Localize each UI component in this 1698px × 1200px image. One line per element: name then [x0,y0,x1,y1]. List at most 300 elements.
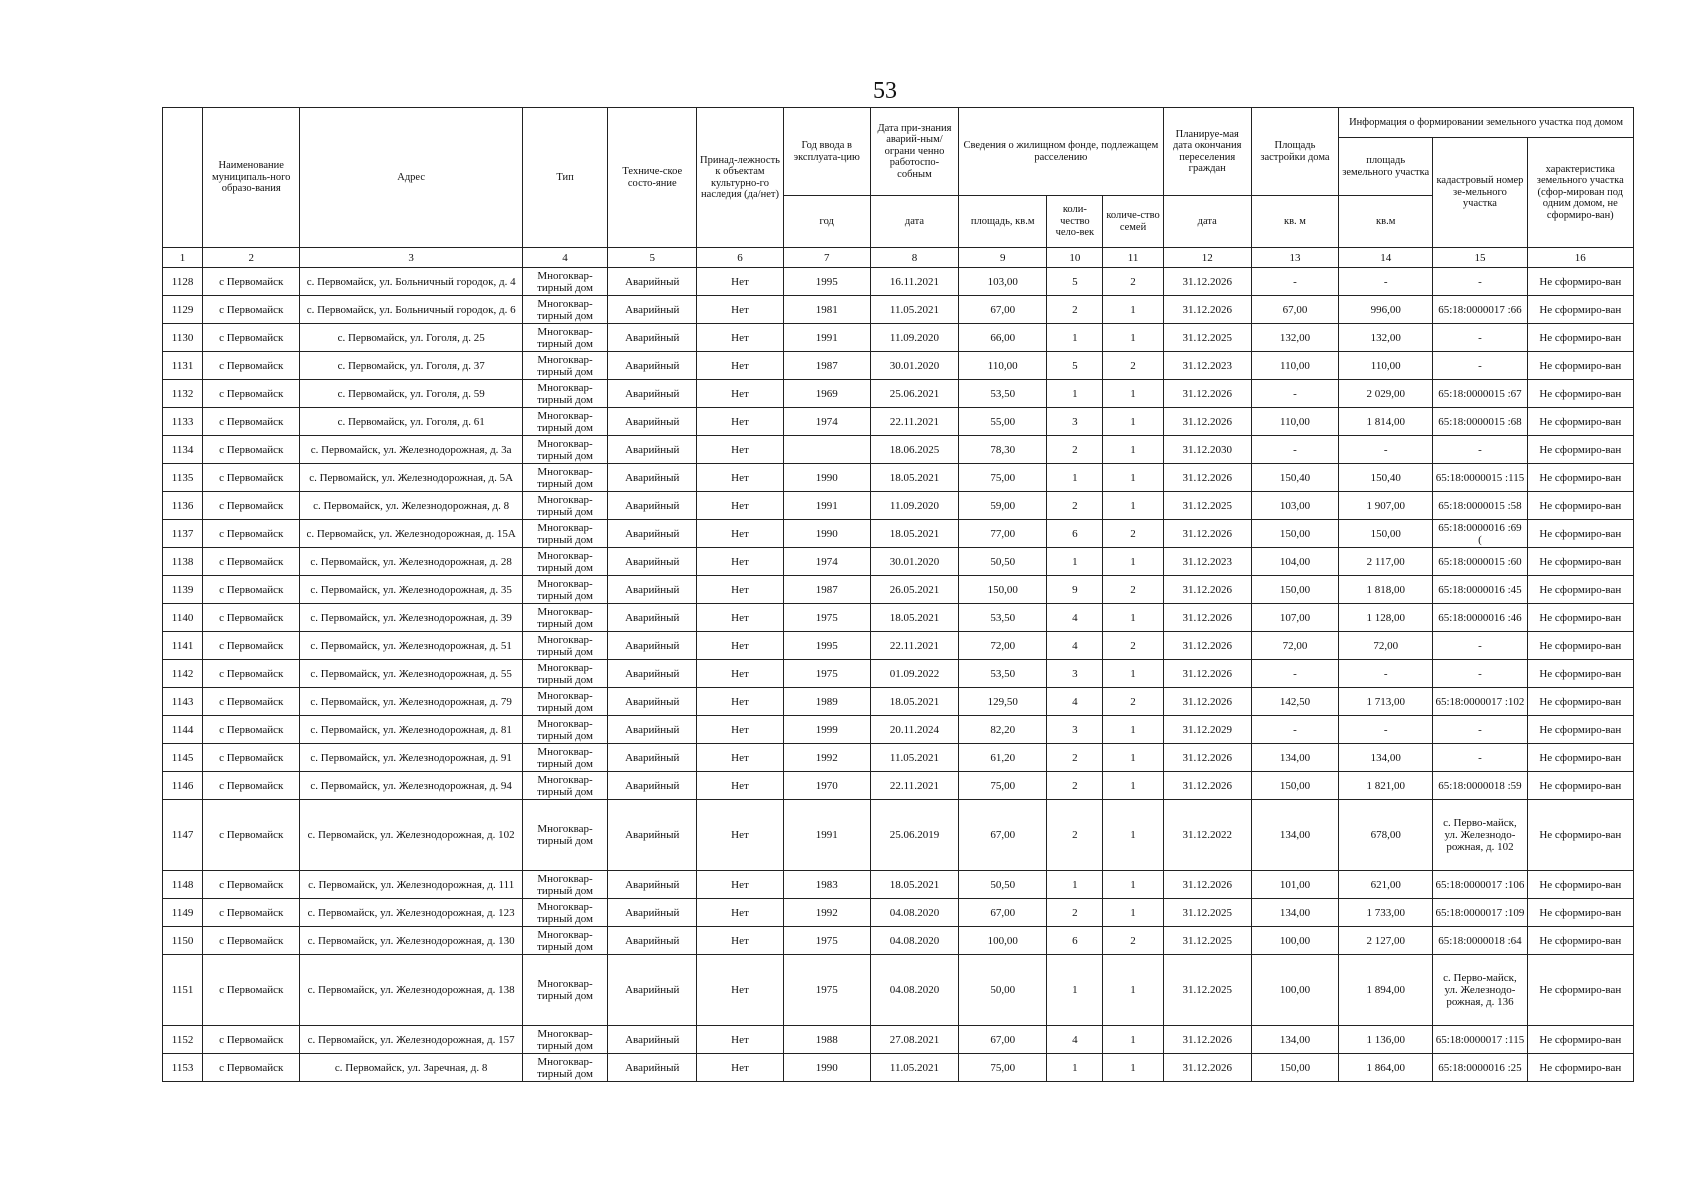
land-area-cell: 2 127,00 [1339,927,1433,955]
header-rownum [163,108,203,248]
family-count-cell: 1 [1103,380,1163,408]
land-area-cell: 678,00 [1339,800,1433,871]
cadastral-number-cell: 65:18:0000017 :106 [1433,871,1527,899]
relocation-date-cell: 31.12.2025 [1163,955,1251,1026]
cadastral-number-cell: - [1433,436,1527,464]
relocation-date-cell: 31.12.2026 [1163,1026,1251,1054]
land-area-cell: - [1339,660,1433,688]
land-area-cell: 1 907,00 [1339,492,1433,520]
commission-year-cell: 1995 [783,632,870,660]
type-cell: Многоквар-тирный дом [522,352,607,380]
address-cell: с. Первомайск, ул. Железнодорожная, д. 111 [300,871,523,899]
building-area-cell: 150,00 [1251,576,1338,604]
type-cell: Многоквар-тирный дом [522,380,607,408]
subheader-land-unit: кв.м [1339,196,1433,248]
building-area-cell: - [1251,716,1338,744]
municipality-cell: с Первомайск [203,688,300,716]
row-number: 1146 [163,772,203,800]
emergency-date-cell: 25.06.2019 [870,800,958,871]
people-count-cell: 5 [1047,268,1103,296]
row-number: 1135 [163,464,203,492]
emergency-date-cell: 18.05.2021 [870,688,958,716]
subheader-area: площадь, кв.м [959,196,1047,248]
relocation-date-cell: 31.12.2026 [1163,744,1251,772]
subheader-building-unit: кв. м [1251,196,1338,248]
table-row [163,688,1634,716]
table-row [163,604,1634,632]
column-number: 9 [959,248,1047,268]
address-cell: с. Первомайск, ул. Железнодорожная, д. 28 [300,548,523,576]
table-row [163,632,1634,660]
emergency-date-cell: 30.01.2020 [870,548,958,576]
relocation-date-cell: 31.12.2023 [1163,548,1251,576]
family-count-cell: 1 [1103,744,1163,772]
building-area-cell: - [1251,660,1338,688]
municipality-cell: с Первомайск [203,576,300,604]
area-cell: 53,50 [959,380,1047,408]
building-area-cell: 110,00 [1251,352,1338,380]
column-number: 1 [163,248,203,268]
table-row [163,772,1634,800]
land-characteristic-cell: Не сформиро-ван [1527,548,1633,576]
cadastral-number-cell: 65:18:0000016 :46 [1433,604,1527,632]
municipality-cell: с Первомайск [203,772,300,800]
land-characteristic-cell: Не сформиро-ван [1527,380,1633,408]
commission-year-cell: 1983 [783,871,870,899]
land-characteristic-cell: Не сформиро-ван [1527,688,1633,716]
emergency-date-cell: 27.08.2021 [870,1026,958,1054]
land-area-cell: 1 136,00 [1339,1026,1433,1054]
page-number: 53 [873,78,897,104]
address-cell: с. Первомайск, ул. Гоголя, д. 61 [300,408,523,436]
heritage-cell: Нет [697,716,783,744]
people-count-cell: 1 [1047,1054,1103,1082]
area-cell: 103,00 [959,268,1047,296]
land-characteristic-cell: Не сформиро-ван [1527,576,1633,604]
row-number: 1148 [163,871,203,899]
area-cell: 78,30 [959,436,1047,464]
area-cell: 75,00 [959,464,1047,492]
condition-cell: Аварийный [608,660,697,688]
land-characteristic-cell: Не сформиро-ван [1527,772,1633,800]
table-row [163,548,1634,576]
area-cell: 67,00 [959,800,1047,871]
row-number: 1143 [163,688,203,716]
row-number: 1150 [163,927,203,955]
land-area-cell: 134,00 [1339,744,1433,772]
relocation-date-cell: 31.12.2025 [1163,492,1251,520]
row-number: 1145 [163,744,203,772]
municipality-cell: с Первомайск [203,927,300,955]
type-cell: Многоквар-тирный дом [522,604,607,632]
condition-cell: Аварийный [608,576,697,604]
municipality-cell: с Первомайск [203,1026,300,1054]
land-characteristic-cell: Не сформиро-ван [1527,800,1633,871]
type-cell: Многоквар-тирный дом [522,772,607,800]
header-type: Тип [522,108,607,248]
address-cell: с. Первомайск, ул. Железнодорожная, д. 138 [300,955,523,1026]
area-cell: 67,00 [959,296,1047,324]
condition-cell: Аварийный [608,268,697,296]
people-count-cell: 2 [1047,296,1103,324]
commission-year-cell [783,436,870,464]
condition-cell: Аварийный [608,520,697,548]
people-count-cell: 2 [1047,744,1103,772]
municipality-cell: с Первомайск [203,520,300,548]
table-row [163,744,1634,772]
commission-year-cell: 1991 [783,492,870,520]
type-cell: Многоквар-тирный дом [522,492,607,520]
relocation-date-cell: 31.12.2026 [1163,380,1251,408]
building-area-cell: 100,00 [1251,927,1338,955]
family-count-cell: 2 [1103,352,1163,380]
commission-year-cell: 1974 [783,408,870,436]
commission-year-cell: 1990 [783,1054,870,1082]
municipality-cell: с Первомайск [203,800,300,871]
cadastral-number-cell: - [1433,324,1527,352]
relocation-date-cell: 31.12.2029 [1163,716,1251,744]
land-characteristic-cell: Не сформиро-ван [1527,464,1633,492]
municipality-cell: с Первомайск [203,632,300,660]
emergency-date-cell: 18.05.2021 [870,464,958,492]
row-number: 1141 [163,632,203,660]
land-area-cell: 132,00 [1339,324,1433,352]
address-cell: с. Первомайск, ул. Железнодорожная, д. 55 [300,660,523,688]
building-area-cell: 110,00 [1251,408,1338,436]
type-cell: Многоквар-тирный дом [522,268,607,296]
row-number: 1139 [163,576,203,604]
heritage-cell: Нет [697,296,783,324]
land-area-cell: 996,00 [1339,296,1433,324]
commission-year-cell: 1975 [783,955,870,1026]
address-cell: с. Первомайск, ул. Железнодорожная, д. 79 [300,688,523,716]
type-cell: Многоквар-тирный дом [522,955,607,1026]
area-cell: 150,00 [959,576,1047,604]
relocation-date-cell: 31.12.2026 [1163,520,1251,548]
building-area-cell: 134,00 [1251,744,1338,772]
emergency-date-cell: 18.06.2025 [870,436,958,464]
area-cell: 82,20 [959,716,1047,744]
municipality-cell: с Первомайск [203,324,300,352]
family-count-cell: 1 [1103,800,1163,871]
relocation-date-cell: 31.12.2026 [1163,772,1251,800]
land-area-cell: 1 128,00 [1339,604,1433,632]
commission-year-cell: 1990 [783,464,870,492]
area-cell: 67,00 [959,1026,1047,1054]
relocation-date-cell: 31.12.2025 [1163,927,1251,955]
area-cell: 67,00 [959,899,1047,927]
heritage-cell: Нет [697,927,783,955]
type-cell: Многоквар-тирный дом [522,660,607,688]
people-count-cell: 1 [1047,380,1103,408]
building-area-cell: 134,00 [1251,899,1338,927]
row-number: 1153 [163,1054,203,1082]
area-cell: 61,20 [959,744,1047,772]
cadastral-number-cell: - [1433,660,1527,688]
land-characteristic-cell: Не сформиро-ван [1527,899,1633,927]
header-housing-info: Сведения о жилищном фонде, подлежащем расселению [959,108,1164,196]
building-area-cell: 67,00 [1251,296,1338,324]
land-area-cell: 2 117,00 [1339,548,1433,576]
subheader-year: год [783,196,870,248]
family-count-cell: 2 [1103,632,1163,660]
building-area-cell: - [1251,380,1338,408]
people-count-cell: 1 [1047,871,1103,899]
land-characteristic-cell: Не сформиро-ван [1527,660,1633,688]
table-row [163,660,1634,688]
relocation-date-cell: 31.12.2025 [1163,324,1251,352]
emergency-date-cell: 18.05.2021 [870,604,958,632]
table-body [163,268,1634,1082]
row-number: 1144 [163,716,203,744]
commission-year-cell: 1992 [783,899,870,927]
condition-cell: Аварийный [608,772,697,800]
row-number: 1133 [163,408,203,436]
condition-cell: Аварийный [608,899,697,927]
people-count-cell: 3 [1047,408,1103,436]
building-area-cell: 101,00 [1251,871,1338,899]
municipality-cell: с Первомайск [203,716,300,744]
building-area-cell: 100,00 [1251,955,1338,1026]
relocation-date-cell: 31.12.2026 [1163,1054,1251,1082]
row-number: 1151 [163,955,203,1026]
heritage-cell: Нет [697,352,783,380]
area-cell: 53,50 [959,660,1047,688]
municipality-cell: с Первомайск [203,660,300,688]
column-number: 14 [1339,248,1433,268]
cadastral-number-cell: 65:18:0000016 :25 [1433,1054,1527,1082]
area-cell: 55,00 [959,408,1047,436]
type-cell: Многоквар-тирный дом [522,899,607,927]
type-cell: Многоквар-тирный дом [522,520,607,548]
emergency-date-cell: 11.05.2021 [870,296,958,324]
cadastral-number-cell: 65:18:0000015 :67 [1433,380,1527,408]
header-land-info: Информация о формировании земельного участка под домом [1339,108,1634,138]
land-characteristic-cell: Не сформиро-ван [1527,632,1633,660]
cadastral-number-cell: 65:18:0000016 :45 [1433,576,1527,604]
municipality-cell: с Первомайск [203,352,300,380]
land-characteristic-cell: Не сформиро-ван [1527,268,1633,296]
cadastral-number-cell: 65:18:0000017 :109 [1433,899,1527,927]
building-area-cell: 150,00 [1251,1054,1338,1082]
area-cell: 129,50 [959,688,1047,716]
row-number: 1128 [163,268,203,296]
relocation-date-cell: 31.12.2026 [1163,408,1251,436]
municipality-cell: с Первомайск [203,548,300,576]
column-number: 16 [1527,248,1633,268]
row-number: 1138 [163,548,203,576]
municipality-cell: с Первомайск [203,604,300,632]
cadastral-number-cell: 65:18:0000016 :69 ( [1433,520,1527,548]
municipality-cell: с Первомайск [203,464,300,492]
emergency-date-cell: 18.05.2021 [870,520,958,548]
heritage-cell: Нет [697,520,783,548]
condition-cell: Аварийный [608,716,697,744]
relocation-date-cell: 31.12.2030 [1163,436,1251,464]
row-number: 1147 [163,800,203,871]
family-count-cell: 2 [1103,576,1163,604]
condition-cell: Аварийный [608,548,697,576]
condition-cell: Аварийный [608,604,697,632]
cadastral-number-cell: - [1433,744,1527,772]
table-row [163,1054,1634,1082]
header-commission-year: Год ввода в эксплуата-цию [783,108,870,196]
condition-cell: Аварийный [608,296,697,324]
type-cell: Многоквар-тирный дом [522,871,607,899]
type-cell: Многоквар-тирный дом [522,324,607,352]
people-count-cell: 1 [1047,324,1103,352]
people-count-cell: 6 [1047,927,1103,955]
column-number: 13 [1251,248,1338,268]
land-area-cell: 1 713,00 [1339,688,1433,716]
condition-cell: Аварийный [608,927,697,955]
type-cell: Многоквар-тирный дом [522,576,607,604]
table-row [163,899,1634,927]
column-number: 8 [870,248,958,268]
table-row [163,268,1634,296]
cadastral-number-cell: - [1433,268,1527,296]
address-cell: с. Первомайск, ул. Железнодорожная, д. 3а [300,436,523,464]
relocation-date-cell: 31.12.2026 [1163,604,1251,632]
land-characteristic-cell: Не сформиро-ван [1527,408,1633,436]
cadastral-number-cell: 65:18:0000017 :115 [1433,1026,1527,1054]
area-cell: 110,00 [959,352,1047,380]
row-number: 1129 [163,296,203,324]
row-number: 1140 [163,604,203,632]
area-cell: 53,50 [959,604,1047,632]
header-building-area: Площадь застройки дома [1251,108,1338,196]
area-cell: 75,00 [959,1054,1047,1082]
cadastral-number-cell: 65:18:0000015 :115 [1433,464,1527,492]
address-cell: с. Первомайск, ул. Железнодорожная, д. 51 [300,632,523,660]
building-area-cell: 132,00 [1251,324,1338,352]
building-area-cell: - [1251,436,1338,464]
heritage-cell: Нет [697,632,783,660]
family-count-cell: 2 [1103,688,1163,716]
area-cell: 72,00 [959,632,1047,660]
heritage-cell: Нет [697,744,783,772]
type-cell: Многоквар-тирный дом [522,296,607,324]
table-row [163,464,1634,492]
table-row [163,436,1634,464]
land-characteristic-cell: Не сформиро-ван [1527,492,1633,520]
table-row [163,492,1634,520]
municipality-cell: с Первомайск [203,1054,300,1082]
row-number: 1149 [163,899,203,927]
header-heritage: Принад-лежность к объектам культурно-го наследия (да/нет) [697,108,783,248]
heritage-cell: Нет [697,1054,783,1082]
header-address: Адрес [300,108,523,248]
address-cell: с. Первомайск, ул. Гоголя, д. 37 [300,352,523,380]
relocation-date-cell: 31.12.2026 [1163,660,1251,688]
table-row [163,576,1634,604]
land-area-cell: 72,00 [1339,632,1433,660]
commission-year-cell: 1987 [783,352,870,380]
column-number-row [163,248,1634,268]
land-area-cell: 1 818,00 [1339,576,1433,604]
heritage-cell: Нет [697,436,783,464]
family-count-cell: 1 [1103,492,1163,520]
relocation-date-cell: 31.12.2025 [1163,899,1251,927]
condition-cell: Аварийный [608,955,697,1026]
people-count-cell: 9 [1047,576,1103,604]
municipality-cell: с Первомайск [203,871,300,899]
subheader-people: коли-чество чело-век [1047,196,1103,248]
land-characteristic-cell: Не сформиро-ван [1527,955,1633,1026]
building-area-cell: - [1251,268,1338,296]
municipality-cell: с Первомайск [203,380,300,408]
land-characteristic-cell: Не сформиро-ван [1527,1054,1633,1082]
family-count-cell: 1 [1103,408,1163,436]
condition-cell: Аварийный [608,408,697,436]
heritage-cell: Нет [697,772,783,800]
row-number: 1132 [163,380,203,408]
column-number: 7 [783,248,870,268]
condition-cell: Аварийный [608,380,697,408]
commission-year-cell: 1974 [783,548,870,576]
family-count-cell: 1 [1103,772,1163,800]
condition-cell: Аварийный [608,688,697,716]
address-cell: с. Первомайск, ул. Железнодорожная, д. 81 [300,716,523,744]
condition-cell: Аварийный [608,744,697,772]
type-cell: Многоквар-тирный дом [522,927,607,955]
heritage-cell: Нет [697,464,783,492]
header-cadastral-number: кадастровый номер зе-мельного участка [1433,138,1527,248]
land-area-cell: 2 029,00 [1339,380,1433,408]
address-cell: с. Первомайск, ул. Больничный городок, д. 6 [300,296,523,324]
relocation-date-cell: 31.12.2026 [1163,632,1251,660]
header-condition: Техниче-ское состо-яние [608,108,697,248]
area-cell: 50,00 [959,955,1047,1026]
condition-cell: Аварийный [608,436,697,464]
building-area-cell: 150,00 [1251,772,1338,800]
family-count-cell: 1 [1103,660,1163,688]
condition-cell: Аварийный [608,632,697,660]
heritage-cell: Нет [697,268,783,296]
land-area-cell: - [1339,268,1433,296]
land-area-cell: 150,00 [1339,520,1433,548]
table-row [163,352,1634,380]
condition-cell: Аварийный [608,871,697,899]
area-cell: 59,00 [959,492,1047,520]
address-cell: с. Первомайск, ул. Железнодорожная, д. 130 [300,927,523,955]
table-row [163,800,1634,871]
land-area-cell: 1 814,00 [1339,408,1433,436]
address-cell: с. Первомайск, ул. Железнодорожная, д. 5А [300,464,523,492]
relocation-date-cell: 31.12.2026 [1163,296,1251,324]
address-cell: с. Первомайск, ул. Железнодорожная, д. 8 [300,492,523,520]
table-row [163,955,1634,1026]
housing-register-table [162,107,1634,1082]
commission-year-cell: 1990 [783,520,870,548]
type-cell: Многоквар-тирный дом [522,632,607,660]
address-cell: с. Первомайск, ул. Железнодорожная, д. 35 [300,576,523,604]
condition-cell: Аварийный [608,1026,697,1054]
heritage-cell: Нет [697,380,783,408]
building-area-cell: 104,00 [1251,548,1338,576]
address-cell: с. Первомайск, ул. Железнодорожная, д. 123 [300,899,523,927]
land-characteristic-cell: Не сформиро-ван [1527,436,1633,464]
table-row [163,716,1634,744]
cadastral-number-cell: 65:18:0000017 :102 [1433,688,1527,716]
subheader-date: дата [870,196,958,248]
land-area-cell: 621,00 [1339,871,1433,899]
emergency-date-cell: 16.11.2021 [870,268,958,296]
relocation-date-cell: 31.12.2022 [1163,800,1251,871]
heritage-cell: Нет [697,871,783,899]
family-count-cell: 1 [1103,1054,1163,1082]
commission-year-cell: 1969 [783,380,870,408]
